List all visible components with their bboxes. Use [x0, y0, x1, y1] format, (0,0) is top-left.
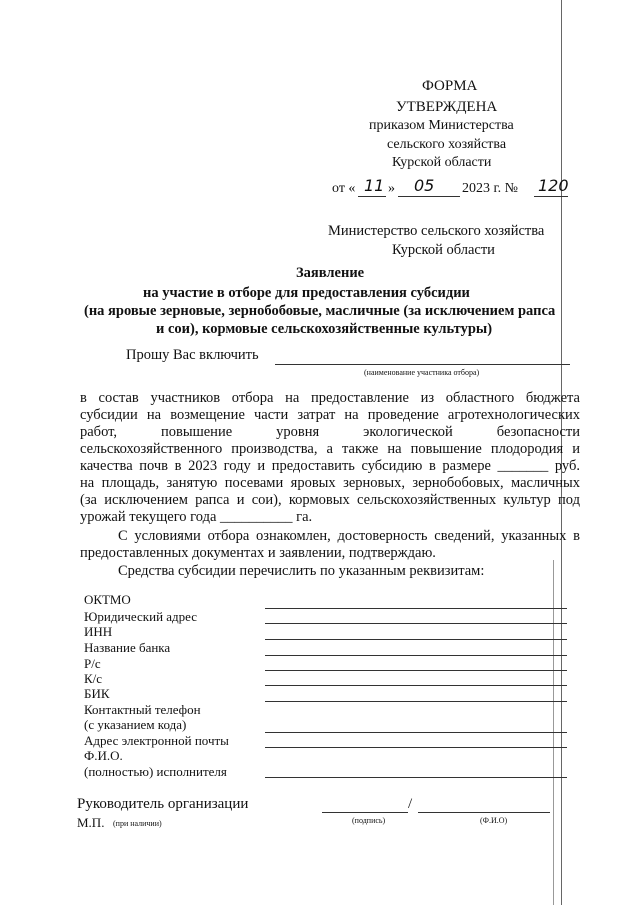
month-handwritten: 05	[414, 176, 435, 195]
body-line: сельскохозяйственного производства, а также на повышение плодородия и	[80, 441, 580, 457]
req-bank-name: Название банка	[84, 640, 171, 655]
body-line: субсидии на возмещение части затрат на проведение агротехнологических	[80, 407, 580, 423]
fio-caption: (Ф.И.О)	[480, 816, 508, 825]
req-phone-note: (с указанием кода)	[84, 717, 187, 732]
title-line-4: и сои), кормовые сельскохозяйственные культуры)	[156, 321, 493, 337]
sign-caption: (подпись)	[352, 816, 386, 825]
req-phone: Контактный телефон	[84, 702, 201, 717]
form-label: ФОРМА	[422, 78, 478, 94]
req-oktmo: ОКТМО	[84, 592, 131, 607]
field-phone[interactable]	[265, 732, 567, 733]
body-line: работ, повышение уровня экологической безопасности	[80, 424, 580, 440]
field-fio[interactable]	[265, 777, 567, 778]
body-line: урожай текущего года __________ га.	[80, 509, 313, 525]
number-underline	[534, 196, 568, 197]
signature-slash: /	[408, 796, 413, 812]
document-title: Заявление	[296, 265, 365, 281]
mp-label: М.П.	[77, 815, 105, 830]
agree-line-2: предоставленных документах и заявлении, подтверждаю.	[80, 545, 436, 561]
addressee-line-1: Министерство сельского хозяйства	[328, 223, 545, 239]
body-line: на площадь, занятую посевами яровых зерновых, зернобобовых, масличных	[80, 475, 580, 491]
month-underline	[398, 196, 460, 197]
field-oktmo[interactable]	[265, 608, 567, 609]
order-line-3: Курской области	[392, 155, 492, 170]
field-bik[interactable]	[265, 701, 567, 702]
field-account[interactable]	[265, 670, 567, 671]
req-fio: Ф.И.О.	[84, 748, 123, 763]
req-legal-address: Юридический адрес	[84, 609, 198, 624]
body-line: качества почв в 2023 году и предоставить субсидию в размере _______ руб.	[80, 458, 580, 474]
title-line-3: (на яровые зерновые, зернобобовые, масличные (за исключением рапса	[84, 303, 556, 319]
day-handwritten: 11	[364, 176, 385, 195]
order-line-1: приказом Министерства	[369, 118, 514, 133]
day-underline	[358, 196, 386, 197]
title-line-2: на участие в отборе для предоставления субсидии	[143, 285, 470, 301]
number-handwritten: 120	[538, 176, 569, 195]
transfer-text: Средства субсидии перечислить по указанным реквизитам:	[118, 563, 485, 579]
addressee-line-2: Курской области	[392, 242, 495, 258]
req-inn: ИНН	[84, 624, 113, 639]
req-bik: БИК	[84, 686, 110, 701]
req-fio-note: (полностью) исполнителя	[84, 764, 227, 779]
req-email: Адрес электронной почты	[84, 733, 229, 748]
signature-field[interactable]	[322, 812, 408, 813]
body-line: в состав участников отбора на предоставление из областного бюджета	[80, 390, 580, 406]
mp-note: (при наличии)	[113, 819, 162, 828]
field-inn[interactable]	[265, 639, 567, 640]
agree-line-1: С условиями отбора ознакомлен, достоверность сведений, указанных в	[118, 528, 580, 544]
participant-name-field[interactable]	[275, 364, 570, 365]
req-account: Р/с	[84, 656, 101, 671]
head-label: Руководитель организации	[77, 796, 249, 812]
req-corr-account: К/с	[84, 671, 103, 686]
fio-signature-field[interactable]	[418, 812, 550, 813]
participant-caption: (наименование участника отбора)	[364, 368, 480, 377]
field-bank-name[interactable]	[265, 655, 567, 656]
field-email[interactable]	[265, 747, 567, 748]
field-corr-account[interactable]	[265, 685, 567, 686]
approved-label: УТВЕРЖДЕНА	[396, 99, 498, 115]
order-line-2: сельского хозяйства	[387, 137, 507, 152]
body-line: (за исключением рапса и сои), кормовых сельскохозяйственных культур под	[80, 492, 580, 508]
field-legal-address[interactable]	[265, 623, 567, 624]
request-label: Прошу Вас включить	[126, 347, 259, 363]
